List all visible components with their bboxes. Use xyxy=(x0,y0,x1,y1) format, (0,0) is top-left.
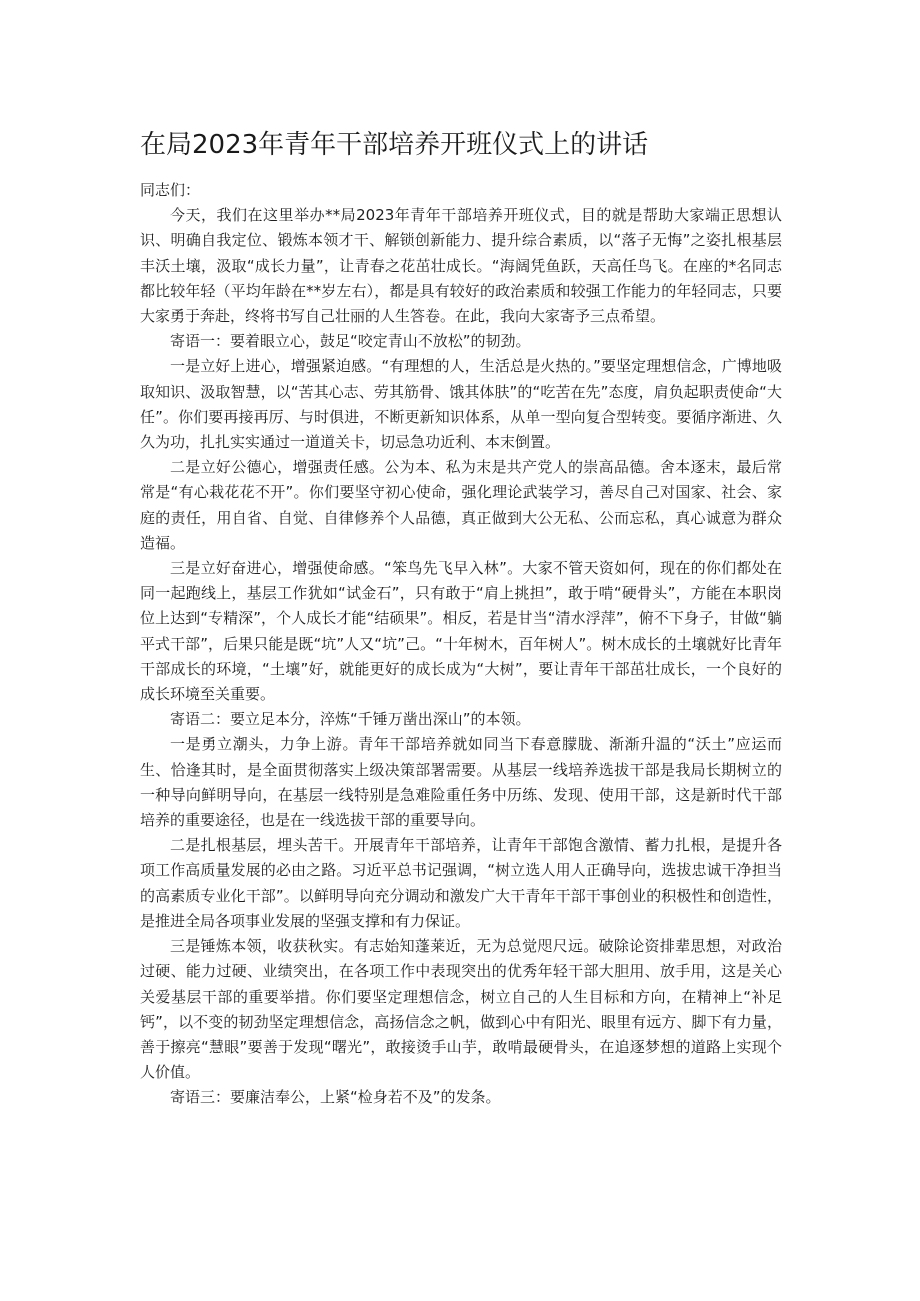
paragraph-forge-ahead: 一是勇立潮头，力争上游。青年干部培养就如同当下春意朦胧、渐渐升温的“沃土”应运而生、恰逢其时，是全面贯彻落实上级决策部署需要。从基层一线培养选拔干部是我局长期树立的一种导向鲜明导向，在基层一线特别是急难险重任务中历练、发现、使用干部，这是新时代干部培养的重要途径，也是在一线选拔干部的重要导向。 xyxy=(140,735,782,830)
heading-message-two: 寄语二：要立足本分，淬炼“千锤万凿出深山”的本领。 xyxy=(170,710,531,729)
document-title: 在局2023年青年干部培养开班仪式上的讲话 xyxy=(140,130,649,160)
paragraph-striving: 三是立好奋进心，增强使命感。“笨鸟先飞早入林”。大家不管天资如何，现在的你们都处在同一起跑线上，基层工作犹如“试金石”，只有敢于“肩上挑担”，敢于啃“硬骨头”，方能在本职岗位上达到“专精深”，个人成长才能“结硕果”。相反，若是甘当“清水浮萍”，俯不下身子，甘做“躺平式干部”，后果只能是既“坑”人又“坑”己。“十年树木，百年树人”。树木成长的土壤就好比青年干部成长的环境，“土壤”好，就能更好的成长成为“大树”，要让青年干部茁壮成长，一个良好的成长环境至关重要。 xyxy=(140,559,782,704)
paragraph-grassroots: 二是扎根基层，埋头苦干。开展青年干部培养，让青年干部饱含激情、蓄力扎根，是提升各项工作高质量发展的必由之路。习近平总书记强调，“树立选人用人正确导向，选拔忠诚干净担当的高素质专业化干部”。以鲜明导向充分调动和激发广大干青年干部干事创业的积极性和创造性，是推进全局各项事业发展的坚强支撑和有力保证。 xyxy=(140,836,782,930)
heading-message-three: 寄语三：要廉洁奉公，上紧“检身若不及”的发条。 xyxy=(170,1088,501,1107)
paragraph-public-virtue: 二是立好公德心，增强责任感。公为本、私为末是共产党人的崇高品德。舍本逐末，最后常常是“有心栽花花不开”。你们要坚守初心使命，强化理论武装学习，善尽自己对国家、社会、家庭的责任，用自省、自觉、自律修养个人品德，真正做到大公无私、公而忘私，真心诚意为群众造福。 xyxy=(140,458,782,552)
paragraph-harvest: 三是锤炼本领，收获秋实。有志始知蓬莱近，无为总觉咫尺远。破除论资排辈思想，对政治过硬、能力过硬、业绩突出，在各项工作中表现突出的优秀年轻干部大胆用、放手用，这是关心关爱基层干部的重要举措。你们要坚定理想信念，树立自己的人生目标和方向，在精神上“补足钙”，以不变的韧劲坚定理想信念，高扬信念之帆，做到心中有阳光、眼里有远方、脚下有力量，善于擦亮“慧眼”要善于发现“曙光”，敢接烫手山芋，敢啃最硬骨头，在追逐梦想的道路上实现个人价值。 xyxy=(140,937,782,1082)
heading-message-one: 寄语一：要着眼立心，鼓足“咬定青山不放松”的韧劲。 xyxy=(170,332,531,351)
document-body xyxy=(140,178,782,1111)
salutation: 同志们： xyxy=(140,181,201,199)
paragraph-opening: 今天，我们在这里举办**局2023年青年干部培养开班仪式，目的就是帮助大家端正思想认识、明确自我定位、锻炼本领才干、解锁创新能力、提升综合素质，以“落子无悔”之姿扎根基层丰沃土壤，汲取“成长力量”，让青春之花茁壮成长。“海阔凭鱼跃，天高任鸟飞。在座的*名同志都比较年轻（平均年龄在**岁左右），都是具有较好的政治素质和较强工作能力的年轻同志，只要大家勇于奔赴，终将书写自己壮丽的人生答卷。在此，我向大家寄予三点希望。 xyxy=(140,206,782,326)
paragraph-ambition: 一是立好上进心，增强紧迫感。“有理想的人，生活总是火热的。”要坚定理想信念，广博地吸取知识、汲取智慧，以“苦其心志、劳其筋骨、饿其体肤”的“吃苦在先”态度，肩负起职责使命“大任”。你们要再接再厉、与时俱进，不断更新知识体系，从单一型向复合型转变。要循序渐进、久久为功，扎扎实实通过一道道关卡，切忌急功近利、本末倒置。 xyxy=(140,357,782,452)
